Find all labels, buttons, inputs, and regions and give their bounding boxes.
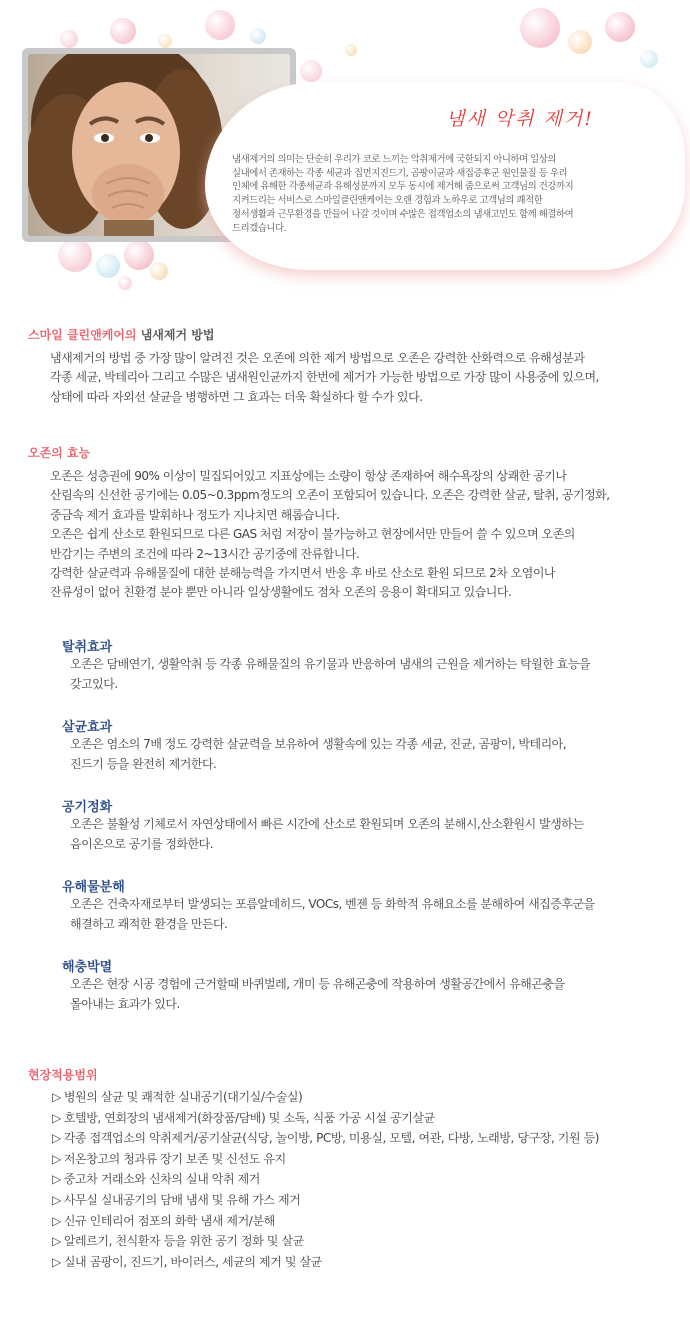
- hero-line: 실내에서 존재하는 각종 세균과 집먼지진드기, 곰팡이균과 새집증후군 원인물질 등 우리: [232, 167, 568, 179]
- effect-body-decompose: [70, 895, 595, 934]
- effect-title-air-purify: 공기정화: [62, 800, 113, 815]
- hero-banner: [0, 0, 690, 300]
- hero-line: 냄새제거의 의미는 단순히 우리가 코로 느끼는 악취제거에 국한되지 아니하며 일상의: [232, 154, 556, 165]
- scope-list: [52, 1087, 599, 1272]
- effect-line: 음이온으로 공기를 정화한다.: [70, 836, 214, 851]
- decor-bubble: [568, 30, 592, 54]
- decor-bubble: [250, 28, 266, 44]
- method-line: 상태에 따라 자외선 살균을 병행하면 그 효과는 더욱 확실하다 할 수가 있다.: [50, 389, 423, 404]
- decor-bubble: [118, 276, 132, 290]
- effect-title-sterilize: 살균효과: [62, 720, 113, 735]
- scope-heading: 현장적용범위: [28, 1068, 98, 1082]
- method-heading-brand: 스마일 클린앤케어의: [28, 328, 137, 342]
- list-item-text: 신규 인테리어 점포의 화학 냄새 제거/분해: [63, 1213, 275, 1228]
- list-item: [52, 1169, 599, 1190]
- decor-bubble: [58, 238, 92, 272]
- list-item: [52, 1108, 599, 1129]
- list-item: [52, 1252, 599, 1273]
- ozone-line: 오존은 성층권에 90% 이상이 밀집되어있고 지표상에는 소량이 항상 존재하여 해수욕장의 상쾌한 공기나: [50, 469, 567, 483]
- effect-title-deodorize: 탈취효과: [62, 640, 113, 655]
- triangle-bullet-icon: ▷: [52, 1110, 61, 1125]
- effect-body-air-purify: [70, 815, 583, 854]
- list-item: [52, 1149, 599, 1170]
- method-line: 각종 세균, 박테리아 그리고 수많은 냄새원인균까지 한번에 제거가 가능한 방법으로 가장 많이 사용중에 있으며,: [50, 370, 599, 385]
- decor-bubble: [205, 10, 235, 40]
- decor-bubble: [96, 254, 120, 278]
- list-item-text: 병원의 살균 및 쾌적한 실내공기(대기실/수술실): [63, 1090, 303, 1104]
- method-heading: [28, 326, 214, 343]
- effect-title-decompose: 유해물분해: [62, 880, 125, 895]
- effect-line: 오존은 염소의 7배 정도 강력한 살균력을 보유하여 생활속에 있는 각종 세균, 진균, 곰팡이, 박테리아,: [70, 737, 567, 751]
- decor-bubble: [640, 50, 658, 68]
- ozone-line: 강력한 살균력과 유해물질에 대한 분해능력을 가지면서 반응 후 바로 산소로 환원 되므로 2차 오염이나: [50, 566, 555, 581]
- list-item: [52, 1190, 599, 1211]
- effect-line: 해결하고 쾌적한 환경을 만든다.: [70, 916, 228, 931]
- triangle-bullet-icon: ▷: [52, 1254, 61, 1269]
- list-item-text: 각종 접객업소의 악취제거/공기살균(식당, 놀이방, PC방, 미용실, 모텔, 여관, 다방, 노래방, 당구장, 기원 등): [63, 1131, 600, 1146]
- ozone-line: 잔류성이 없어 친환경 분야 뿐만 아니라 일상생활에도 점차 오존의 응용이 확대되고 있습니다.: [50, 585, 512, 600]
- list-item-text: 사무실 실내공기의 담배 냄새 및 유해 가스 제거: [63, 1192, 301, 1207]
- triangle-bullet-icon: ▷: [52, 1172, 61, 1187]
- list-item: [52, 1128, 599, 1149]
- effect-line: 오존은 현장 시공 경험에 근거할때 바퀴벌레, 개미 등 유해곤충에 작용하여 생활공간에서 유해곤충을: [70, 977, 565, 991]
- list-item-text: 알레르기, 천식환자 등을 위한 공기 정화 및 살균: [63, 1234, 304, 1249]
- triangle-bullet-icon: ▷: [52, 1213, 61, 1228]
- decor-bubble: [60, 30, 78, 48]
- method-line: 냄새제거의 방법 중 가장 많이 알려진 것은 오존에 의한 제거 방법으로 오존은 강력한 산화력으로 유해성분과: [50, 351, 585, 365]
- hero-description: [232, 153, 652, 235]
- triangle-bullet-icon: ▷: [52, 1090, 61, 1104]
- decor-bubble: [150, 262, 168, 280]
- hero-line: 드리겠습니다.: [232, 222, 287, 234]
- effect-line: 오존은 건축자재로부터 발생되는 포름알데히드, VOCs, 벤젠 등 화학적 유해요소를 분해하여 새집증후군을: [70, 897, 595, 911]
- list-item-text: 호텔방, 연회장의 냄새제거(화장품/담배) 및 소독, 식품 가공 시설 공기살균: [63, 1110, 435, 1125]
- list-item-text: 저온창고의 청과류 장기 보존 및 신선도 유지: [63, 1151, 286, 1166]
- decor-bubble: [345, 44, 357, 56]
- decor-bubble: [300, 60, 322, 82]
- triangle-bullet-icon: ▷: [52, 1151, 61, 1166]
- ozone-paragraph: [50, 467, 610, 603]
- ozone-line: 반감기는 주변의 조건에 따라 2~13시간 공기중에 잔류합니다.: [50, 546, 360, 561]
- ozone-line: 산림속의 신선한 공기에는 0.05~0.3ppm정도의 오존이 포함되어 있습니다. 오존은 강력한 살균, 탈취, 공기정화,: [50, 488, 610, 503]
- ozone-heading: 오존의 효능: [28, 446, 91, 460]
- effect-line: 진드기 등을 완전히 제거한다.: [70, 756, 217, 771]
- effect-line: 오존은 담배연기, 생활악취 등 각종 유해물질의 유기물과 반응하여 냄새의 근원을 제거하는 탁월한 효능을: [70, 657, 591, 671]
- method-paragraph: [50, 349, 599, 407]
- decor-bubble: [110, 18, 136, 44]
- effect-line: 오존은 불활성 기체로서 자연상태에서 빠른 시간에 산소로 환원되며 오존의 분해시,산소환원시 발생하는: [70, 817, 584, 831]
- method-heading-title: 냄새제거 방법: [140, 328, 215, 342]
- effect-body-deodorize: [70, 655, 590, 694]
- effect-body-pest-control: [70, 975, 565, 1014]
- list-item-text: 실내 곰팡이, 진드기, 바이러스, 세균의 제거 및 살균: [63, 1254, 322, 1269]
- effect-line: 갖고있다.: [70, 676, 118, 691]
- list-item: [52, 1231, 599, 1252]
- hero-title: 냄새 악취 제거!: [446, 108, 594, 130]
- effect-title-pest-control: 해충박멸: [62, 960, 113, 975]
- decor-bubble: [605, 12, 635, 42]
- triangle-bullet-icon: ▷: [52, 1192, 61, 1207]
- decor-bubble: [520, 8, 560, 48]
- decor-bubble: [124, 240, 154, 270]
- ozone-line: 오존은 쉽게 산소로 환원되므로 다른 GAS 처럼 저장이 불가능하고 현장에서만 만들어 쓸 수 있으며 오존의: [50, 527, 575, 542]
- effect-body-sterilize: [70, 735, 566, 774]
- triangle-bullet-icon: ▷: [52, 1234, 61, 1249]
- list-item: [52, 1211, 599, 1232]
- effect-line: 몰아내는 효과가 있다.: [70, 996, 180, 1011]
- hero-line: 지켜드리는 서비스로 스마일클린앤케어는 오랜 경험과 노하우로 고객님의 쾌적한: [232, 195, 543, 207]
- hero-line: 정서생활과 근무환경을 만들어 나갈 것이며 수많은 접객업소의 냄새고민도 함께 해결하여: [232, 208, 574, 220]
- list-item: [52, 1087, 599, 1108]
- ozone-line: 중금속 제거 효과를 발휘하나 정도가 지나치면 해롭습니다.: [50, 507, 340, 522]
- decor-bubble: [158, 34, 172, 48]
- triangle-bullet-icon: ▷: [52, 1131, 61, 1146]
- list-item-text: 중고차 거래소와 신차의 실내 악취 제거: [63, 1172, 260, 1187]
- hero-line: 인체에 유해한 각종세균과 유해성분까지 모두 동시에 제거해 줌으로써 고객님의 건강까지: [232, 181, 574, 193]
